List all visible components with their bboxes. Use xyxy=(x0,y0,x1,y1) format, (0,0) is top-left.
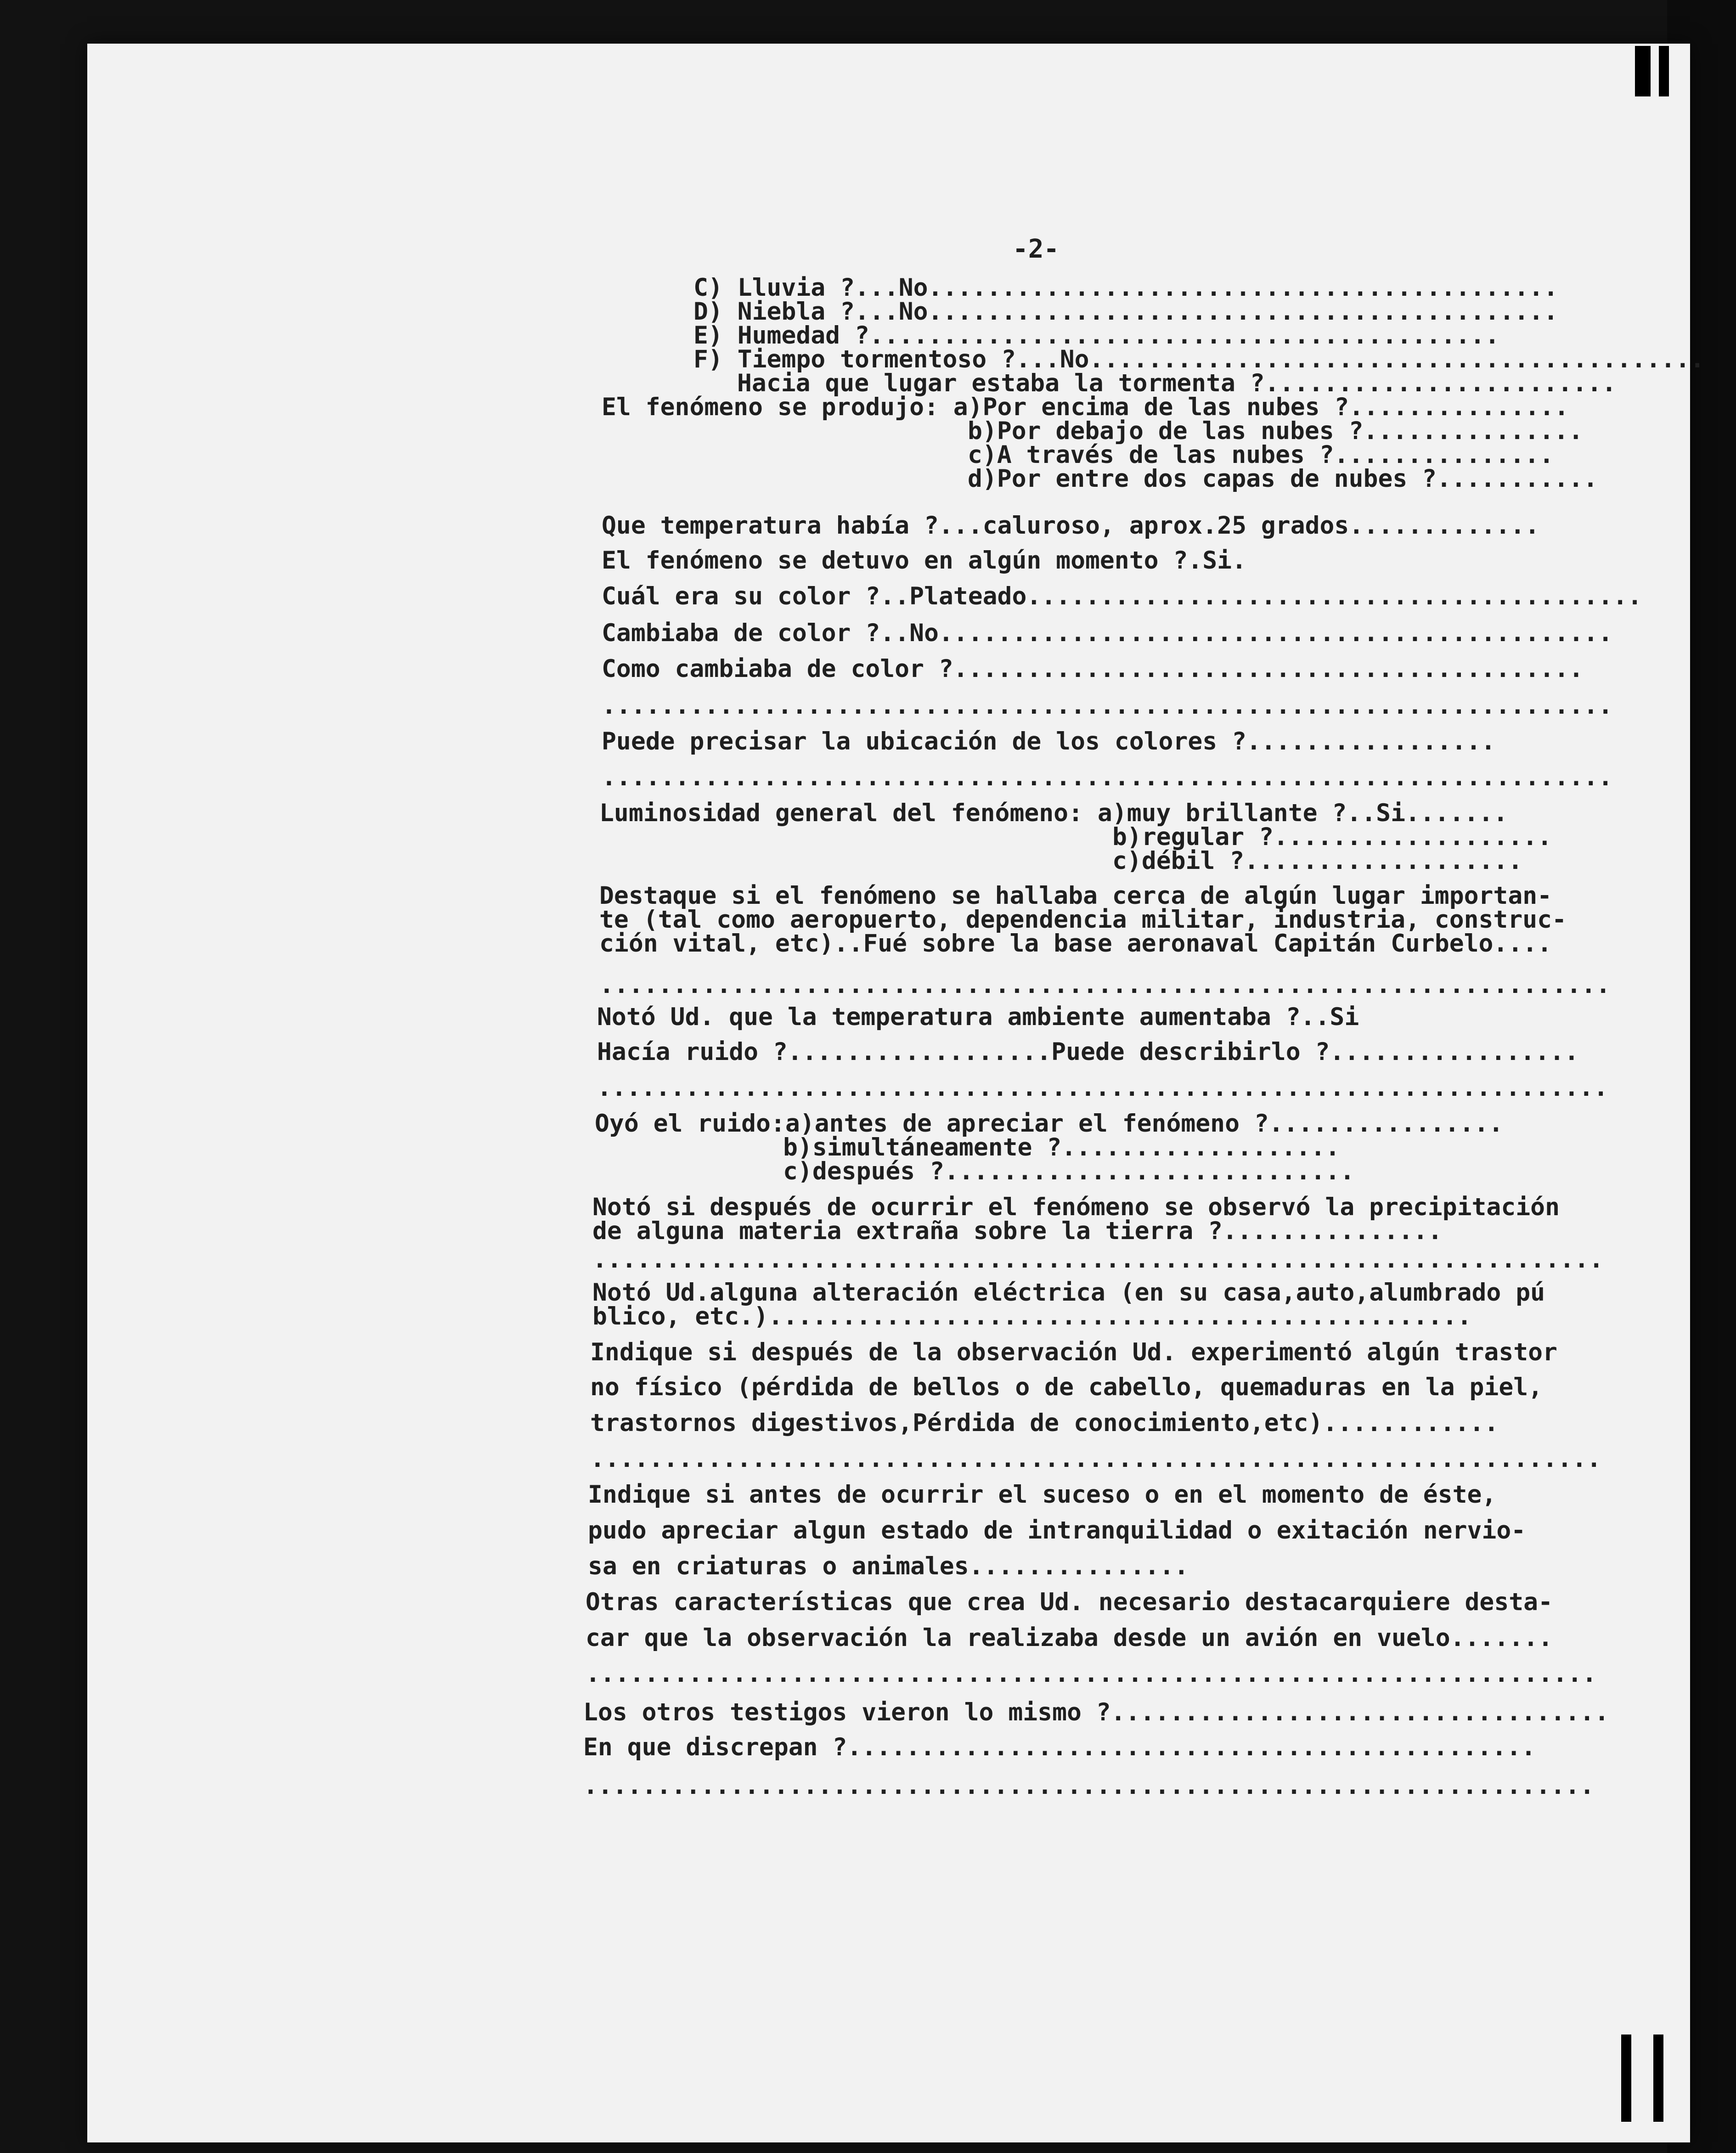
form-line: Cambiaba de color ?..No.............................................. xyxy=(602,619,1613,647)
form-line: Como cambiaba de color ?........................................... xyxy=(602,655,1584,683)
form-line: Notó si después de ocurrir el fenómeno se observó la precipitación xyxy=(592,1193,1560,1221)
form-line: d)Por entre dos capas de nubes ?........... xyxy=(968,465,1598,493)
form-line: Oyó el ruido:a)antes de apreciar el fenómeno ?................ xyxy=(595,1110,1504,1138)
form-line: ..................................................................... xyxy=(592,1246,1604,1274)
form-line: El fenómeno se produjo: a)Por encima de las nubes ?............... xyxy=(602,393,1569,421)
form-line: Indique si después de la observación Ud. experimentó algún trastor xyxy=(590,1338,1557,1366)
form-line: Los otros testigos vieron lo mismo ?.................................. xyxy=(583,1698,1609,1726)
form-line: Destaque si el fenómeno se hallaba cerca de algún lugar importan- xyxy=(599,882,1552,910)
form-line: Cuál era su color ?..Plateado.......................................... xyxy=(602,582,1642,610)
form-line: trastornos digestivos,Pérdida de conocimiento,etc)............ xyxy=(590,1409,1499,1437)
form-line: c)después ?............................ xyxy=(783,1157,1355,1185)
form-line: ..................................................................... xyxy=(586,1660,1597,1688)
form-line: F) Tiempo tormentoso ?...No.......................................... xyxy=(693,345,1705,373)
form-line: b)regular ?................... xyxy=(1112,823,1552,851)
form-line: ..................................................................... xyxy=(583,1772,1595,1800)
form-line: b)Por debajo de las nubes ?............... xyxy=(968,417,1584,445)
form-line: Puede precisar la ubicación de los colores ?................. xyxy=(602,727,1496,755)
corner-marker-top-2 xyxy=(1659,46,1669,96)
form-line: ..................................................................... xyxy=(590,1445,1601,1473)
form-line: Hacía ruido ?..................Puede describirlo ?................. xyxy=(597,1038,1579,1066)
form-line: te (tal como aeropuerto, dependencia militar, industria, construc- xyxy=(599,906,1567,934)
form-line: ción vital, etc)..Fué sobre la base aeronaval Capitán Curbelo.... xyxy=(599,930,1552,958)
form-line: Indique si antes de ocurrir el suceso o en el momento de éste, xyxy=(588,1481,1497,1509)
page-number: -2- xyxy=(1013,234,1060,264)
form-line: ..................................................................... xyxy=(599,971,1611,999)
form-line: de alguna materia extraña sobre la tierra ?............... xyxy=(592,1217,1443,1245)
form-line: Notó Ud. que la temperatura ambiente aumentaba ?..Si xyxy=(597,1003,1359,1031)
form-line: blico, etc.)................................................ xyxy=(592,1302,1472,1330)
form-line: El fenómeno se detuvo en algún momento ?.Si. xyxy=(602,547,1246,575)
form-line: Notó Ud.alguna alteración eléctrica (en su casa,auto,alumbrado pú xyxy=(592,1279,1545,1307)
form-line: b)simultáneamente ?................... xyxy=(783,1133,1340,1161)
corner-marker-bottom xyxy=(1621,2035,1631,2122)
form-line: Hacia que lugar estaba la tormenta ?........................ xyxy=(737,369,1617,397)
form-line: pudo apreciar algun estado de intranquilidad o exitación nervio- xyxy=(588,1516,1526,1544)
form-line: c)A través de las nubes ?............... xyxy=(968,441,1554,469)
form-line: C) Lluvia ?...No........................................... xyxy=(693,274,1558,302)
form-line: sa en criaturas o animales............... xyxy=(588,1552,1189,1580)
form-line: Luminosidad general del fenómeno: a)muy brillante ?..Si....... xyxy=(599,799,1508,827)
form-line: D) Niebla ?...No........................................... xyxy=(693,298,1558,326)
corner-marker-top xyxy=(1635,46,1651,96)
form-line: ..................................................................... xyxy=(597,1074,1608,1102)
form-line: Que temperatura había ?...caluroso, aprox.25 grados............. xyxy=(602,512,1540,540)
form-line: no físico (pérdida de bellos o de cabello, quemaduras en la piel, xyxy=(590,1373,1543,1401)
form-line: Otras características que crea Ud. necesario destacarquiere desta- xyxy=(586,1588,1553,1616)
corner-marker-bottom-2 xyxy=(1653,2035,1663,2122)
form-line: ..................................................................... xyxy=(602,763,1613,791)
form-line: En que discrepan ?............................................... xyxy=(583,1733,1536,1761)
form-line: c)débil ?................... xyxy=(1112,847,1523,875)
form-line: car que la observación la realizaba desde un avión en vuelo....... xyxy=(586,1624,1553,1652)
form-line: ..................................................................... xyxy=(602,692,1613,720)
form-line: E) Humedad ?........................................... xyxy=(693,321,1499,349)
